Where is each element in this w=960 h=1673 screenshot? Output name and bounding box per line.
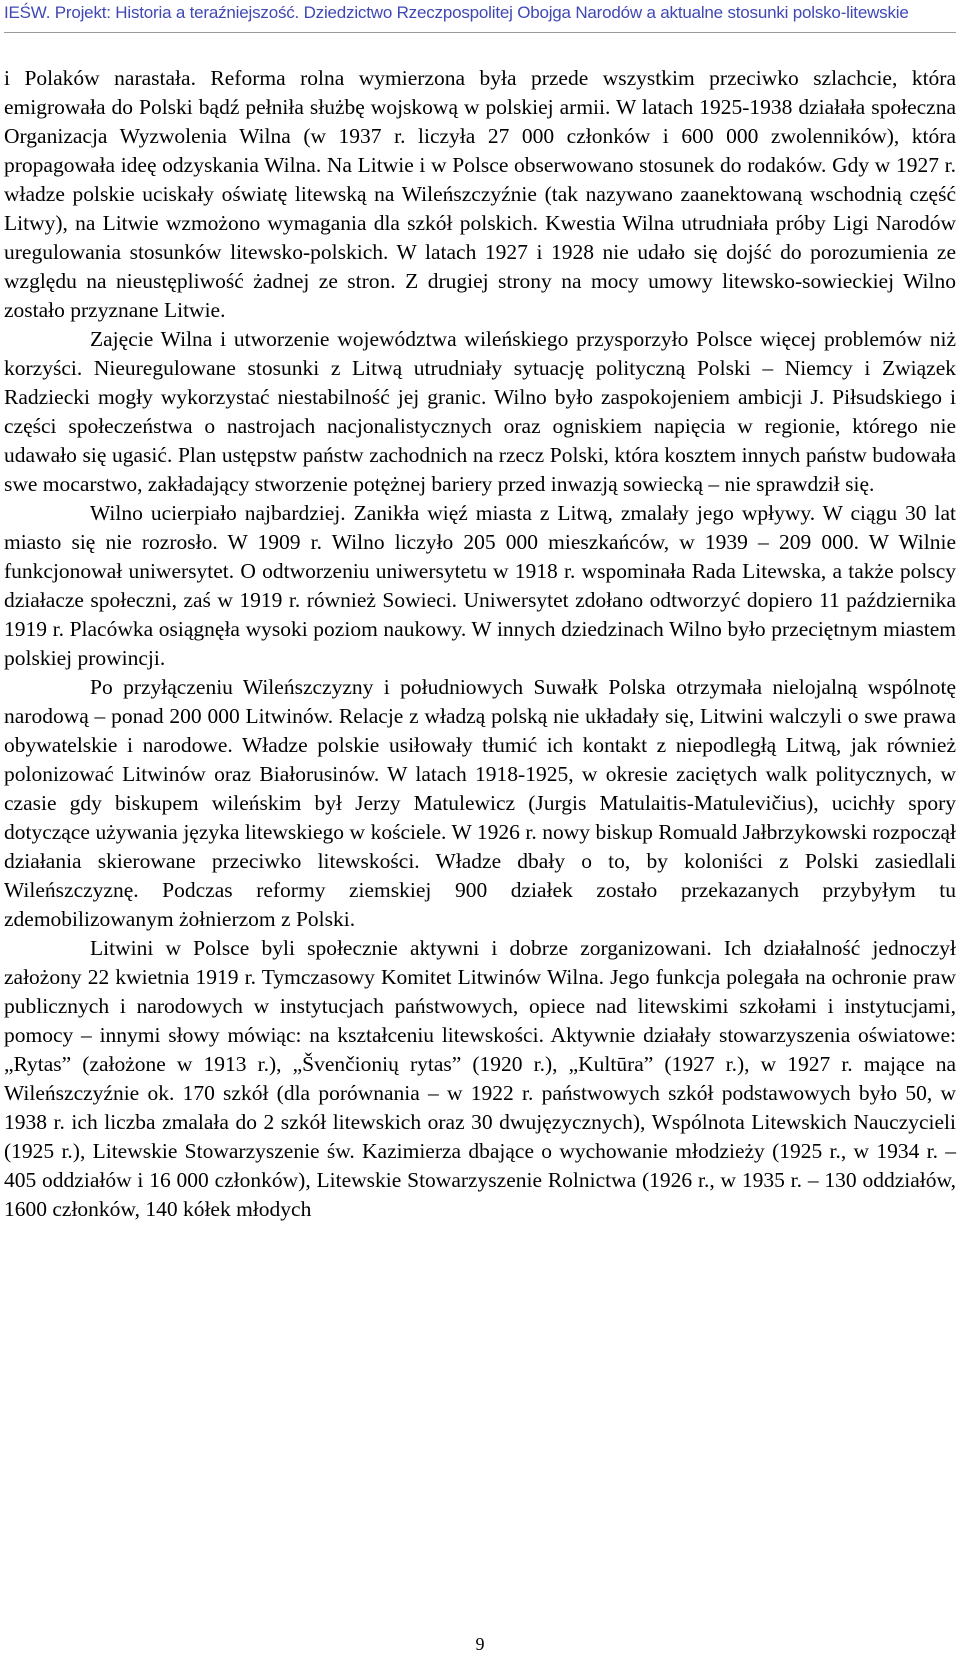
document-body — [4, 64, 956, 1224]
paragraph-5: Litwini w Polsce byli społecznie aktywni i dobrze zorganizowani. Ich działalność jednoczył założony 22 kwietnia 1919 r. Tymczasowy Komitet Litwinów Wilna. Jego funkcja polegała na ochronie praw publicznych i narodowych w instytucjach państwowych, opiece nad litewskimi szkołami i instytucjami, pomocy – innymi słowy mówiąc: na kształceniu litewskości. Aktywnie działały stowarzyszenia oświatowe: „Rytas” (założone w 1913 r.), „Švenčionių rytas” (1920 r.), „Kultūra” (1927 r.), w 1927 r. mające na Wileńszczyźnie ok. 170 szkół (dla porównania – w 1922 r. państwowych szkół podstawowych było 50, w 1938 r. ich liczba zmalała do 2 szkół litewskich oraz 30 dwujęzycznych), Wspólnota Litewskich Nauczycieli (1925 r.), Litewskie Stowarzyszenie św. Kazimierza dbające o wychowanie młodzieży (1925 r., w 1934 r. – 405 oddziałów i 16 000 członków), Litewskie Stowarzyszenie Rolnictwa (1926 r., w 1935 r. – 130 oddziałów, 1600 członków, 140 kółek młodych — [4, 936, 956, 1221]
paragraph-4: Po przyłączeniu Wileńszczyzny i południowych Suwałk Polska otrzymała nielojalną wspólnotę narodową – ponad 200 000 Litwinów. Relacje z władzą polską nie układały się, Litwini walczyli o swe prawa obywatelskie i narodowe. Władze polskie usiłowały tłumić ich kontakt z niepodległą Litwą, jak również polonizować Litwinów oraz Białorusinów. W latach 1918-1925, w okresie zaciętych walk politycznych, w czasie gdy biskupem wileńskim był Jerzy Matulewicz (Jurgis Matulaitis-Matulevičius), ucichły spory dotyczące używania języka litewskiego w kościele. W 1926 r. nowy biskup Romuald Jałbrzykowski rozpoczął działania skierowane przeciwko litewskości. Władze dbały o to, by koloniści z Polski zasiedlali Wileńszczyznę. Podczas reformy ziemskiej 900 działek zostało przekazanych przybyłym tu zdemobilizowanym żołnierzom z Polski. — [4, 675, 956, 931]
paragraph-3: Wilno ucierpiało najbardziej. Zanikła więź miasta z Litwą, zmalały jego wpływy. W ciągu 30 lat miasto się nie rozrosło. W 1909 r. Wilno liczyło 205 000 mieszkańców, w 1939 – 209 000. W Wilnie funkcjonował uniwersytet. O odtworzeniu uniwersytetu w 1918 r. wspominała Rada Litewska, a także polscy działacze społeczni, zaś w 1919 r. również Sowieci. Uniwersytet zdołano odtworzyć dopiero 11 października 1919 r. Placówka osiągnęła wysoki poziom naukowy. W innych dziedzinach Wilno było przeciętnym miastem polskiej prowincji. — [4, 501, 956, 670]
header-divider — [4, 32, 956, 33]
running-header: IEŚW. Projekt: Historia a teraźniejszość. Dziedzictwo Rzeczpospolitej Obojga Narodów a aktualne stosunki polsko-litewskie — [4, 3, 909, 22]
paragraph-1: i Polaków narastała. Reforma rolna wymierzona była przede wszystkim przeciwko szlachcie, która emigrowała do Polski bądź pełniła służbę wojskową w polskiej armii. W latach 1925-1938 działała społeczna Organizacja Wyzwolenia Wilna (w 1937 r. liczyła 27 000 członków i 600 000 zwolenników), która propagowała ideę odzyskania Wilna. Na Litwie i w Polsce obserwowano stosunek do rodaków. Gdy w 1927 r. władze polskie uciskały oświatę litewską na Wileńszczyźnie (tak nazywano zaanektowaną wschodnią część Litwy), na Litwie wzmożono wymagania dla szkół polskich. Kwestia Wilna utrudniała próby Ligi Narodów uregulowania stosunków litewsko-polskich. W latach 1927 i 1928 nie udało się dojść do porozumienia ze względu na nieustępliwość żadnej ze stron. Z drugiej strony na mocy umowy litewsko-sowieckiej Wilno zostało przyznane Litwie. — [4, 66, 956, 322]
page-number: 9 — [475, 1634, 485, 1654]
paragraph-2: Zajęcie Wilna i utworzenie województwa wileńskiego przysporzyło Polsce więcej problemów niż korzyści. Nieuregulowane stosunki z Litwą utrudniały sytuację polityczną Polski – Niemcy i Związek Radziecki mogły wykorzystać niestabilność jej granic. Wilno było zaspokojeniem ambicji J. Piłsudskiego i części społeczeństwa o nastrojach nacjonalistycznych oraz ogniskiem napięcia w regionie, którego nie udawało się ugasić. Plan ustępstw państw zachodnich na rzecz Polski, która kosztem innych państw budowała swe mocarstwo, zakładający stworzenie potężnej bariery przed inwazją sowiecką – nie sprawdził się. — [4, 327, 956, 496]
